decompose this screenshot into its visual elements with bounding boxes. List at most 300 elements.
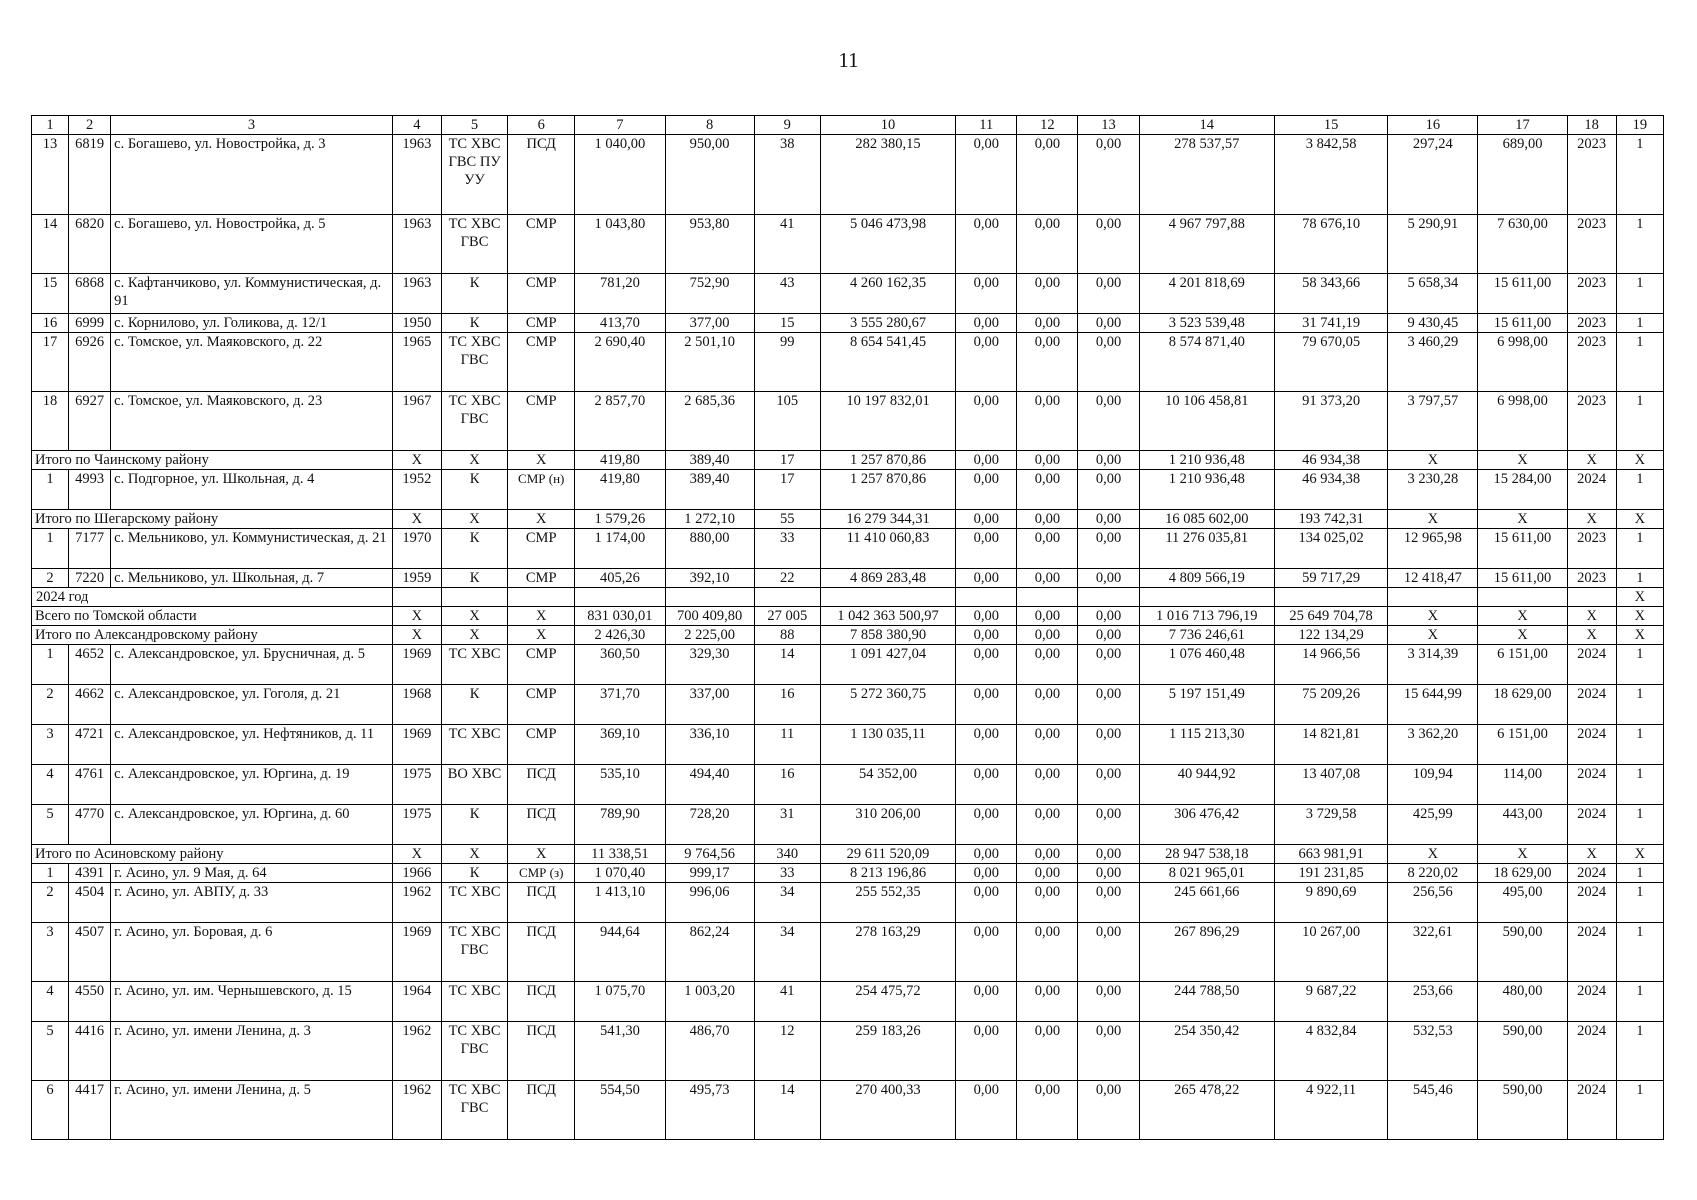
header-col-19: 19 — [1616, 116, 1663, 135]
living-area-cell: 494,40 — [665, 765, 754, 805]
row-number-cell: 1 — [32, 470, 69, 510]
build-year-cell: 1969 — [392, 725, 441, 765]
specific-cost-cell: Х — [1388, 607, 1478, 626]
federal-funds-cell: 0,00 — [956, 1081, 1017, 1140]
federal-funds-cell: 0,00 — [956, 392, 1017, 451]
max-specific-cost-cell: Х — [1478, 607, 1567, 626]
header-col-10: 10 — [820, 116, 955, 135]
owner-funds-cell: 1 210 936,48 — [1139, 470, 1274, 510]
federal-funds-cell: 0,00 — [956, 725, 1017, 765]
regional-funds-cell: 0,00 — [1017, 626, 1078, 645]
work-stage-cell: СМР (н) — [508, 470, 575, 510]
empty-cell — [441, 588, 507, 607]
header-col-4: 4 — [392, 116, 441, 135]
total-cost-cell: 29 611 520,09 — [820, 845, 955, 864]
federal-funds-cell: 0,00 — [956, 923, 1017, 982]
priority-cell: 1 — [1616, 569, 1663, 588]
house-id-cell: 4770 — [69, 805, 111, 845]
address-cell: с. Подгорное, ул. Школьная, д. 4 — [111, 470, 393, 510]
total-cost-cell: 3 555 280,67 — [820, 314, 955, 333]
header-col-5: 5 — [441, 116, 507, 135]
total-area-cell: 1 070,40 — [575, 864, 665, 883]
specific-cost-cell: 545,46 — [1388, 1081, 1478, 1140]
year-cell: Х — [1567, 845, 1616, 864]
specific-cost-cell: Х — [1388, 451, 1478, 470]
other-funds-cell: 78 676,10 — [1274, 215, 1387, 274]
total-area-cell: 2 857,70 — [575, 392, 665, 451]
total-area-cell: 413,70 — [575, 314, 665, 333]
regional-funds-cell: 0,00 — [1017, 607, 1078, 626]
other-funds-cell: 10 267,00 — [1274, 923, 1387, 982]
house-id-cell: 4416 — [69, 1022, 111, 1081]
local-funds-cell: 0,00 — [1078, 135, 1139, 215]
max-specific-cost-cell: 480,00 — [1478, 982, 1567, 1022]
local-funds-cell: 0,00 — [1078, 314, 1139, 333]
year-cell: 2024 — [1567, 685, 1616, 725]
total-area-cell: 419,80 — [575, 470, 665, 510]
priority-cell: 1 — [1616, 314, 1663, 333]
header-col-14: 14 — [1139, 116, 1274, 135]
living-area-cell: 337,00 — [665, 685, 754, 725]
living-area-cell: 953,80 — [665, 215, 754, 274]
residents-cell: 11 — [754, 725, 820, 765]
summary-row — [32, 451, 1664, 470]
table-row — [32, 685, 1664, 725]
max-specific-cost-cell: 495,00 — [1478, 883, 1567, 923]
year-cell: Х — [1567, 607, 1616, 626]
other-funds-cell: 122 134,29 — [1274, 626, 1387, 645]
federal-funds-cell: 0,00 — [956, 569, 1017, 588]
house-id-cell: 4417 — [69, 1081, 111, 1140]
build-year-cell: 1962 — [392, 883, 441, 923]
federal-funds-cell: 0,00 — [956, 765, 1017, 805]
work-type-cell: ТС ХВС — [441, 725, 507, 765]
specific-cost-cell: Х — [1388, 845, 1478, 864]
row-number-cell: 14 — [32, 215, 69, 274]
max-specific-cost-cell: 7 630,00 — [1478, 215, 1567, 274]
build-year-cell: 1967 — [392, 392, 441, 451]
local-funds-cell: 0,00 — [1078, 765, 1139, 805]
federal-funds-cell: 0,00 — [956, 215, 1017, 274]
specific-cost-cell: Х — [1388, 510, 1478, 529]
priority-cell: Х — [1616, 510, 1663, 529]
other-funds-cell: 79 670,05 — [1274, 333, 1387, 392]
living-area-cell: 486,70 — [665, 1022, 754, 1081]
owner-funds-cell: 4 201 818,69 — [1139, 274, 1274, 314]
other-funds-cell: 4 832,84 — [1274, 1022, 1387, 1081]
other-funds-cell: 13 407,08 — [1274, 765, 1387, 805]
total-area-cell: 554,50 — [575, 1081, 665, 1140]
table-row — [32, 529, 1664, 569]
build-year-cell: Х — [392, 510, 441, 529]
summary-label: Итого по Чаинскому району — [32, 451, 393, 470]
summary-label: Всего по Томской области — [32, 607, 393, 626]
max-specific-cost-cell: 15 284,00 — [1478, 470, 1567, 510]
empty-cell — [1078, 588, 1139, 607]
row-number-cell: 16 — [32, 314, 69, 333]
specific-cost-cell: 256,56 — [1388, 883, 1478, 923]
work-type-cell: К — [441, 569, 507, 588]
total-cost-cell: 255 552,35 — [820, 883, 955, 923]
total-area-cell: 944,64 — [575, 923, 665, 982]
house-id-cell: 6820 — [69, 215, 111, 274]
priority-cell: Х — [1616, 607, 1663, 626]
owner-funds-cell: 267 896,29 — [1139, 923, 1274, 982]
priority-cell: 1 — [1616, 529, 1663, 569]
regional-funds-cell: 0,00 — [1017, 333, 1078, 392]
repair-program-table — [31, 115, 1664, 1140]
empty-cell — [754, 588, 820, 607]
row-number-cell: 2 — [32, 883, 69, 923]
total-area-cell: 360,50 — [575, 645, 665, 685]
empty-cell — [508, 588, 575, 607]
owner-funds-cell: 244 788,50 — [1139, 982, 1274, 1022]
build-year-cell: 1964 — [392, 982, 441, 1022]
total-cost-cell: 278 163,29 — [820, 923, 955, 982]
year-cell: 2024 — [1567, 883, 1616, 923]
regional-funds-cell: 0,00 — [1017, 765, 1078, 805]
specific-cost-cell: Х — [1388, 626, 1478, 645]
year-cell: Х — [1567, 626, 1616, 645]
total-area-cell: 1 174,00 — [575, 529, 665, 569]
residents-cell: 55 — [754, 510, 820, 529]
other-funds-cell: 134 025,02 — [1274, 529, 1387, 569]
owner-funds-cell: 1 016 713 796,19 — [1139, 607, 1274, 626]
living-area-cell: 996,06 — [665, 883, 754, 923]
work-type-cell: Х — [441, 845, 507, 864]
federal-funds-cell: 0,00 — [956, 510, 1017, 529]
regional-funds-cell: 0,00 — [1017, 845, 1078, 864]
row-number-cell: 13 — [32, 135, 69, 215]
total-area-cell: 2 690,40 — [575, 333, 665, 392]
other-funds-cell: 31 741,19 — [1274, 314, 1387, 333]
build-year-cell: 1975 — [392, 765, 441, 805]
year-cell: 2023 — [1567, 333, 1616, 392]
regional-funds-cell: 0,00 — [1017, 1081, 1078, 1140]
build-year-cell: Х — [392, 845, 441, 864]
max-specific-cost-cell: 590,00 — [1478, 1081, 1567, 1140]
living-area-cell: 336,10 — [665, 725, 754, 765]
residents-cell: 88 — [754, 626, 820, 645]
work-type-cell: К — [441, 274, 507, 314]
build-year-cell: 1963 — [392, 215, 441, 274]
address-cell: с. Александровское, ул. Гоголя, д. 21 — [111, 685, 393, 725]
owner-funds-cell: 8 021 965,01 — [1139, 864, 1274, 883]
specific-cost-cell: 532,53 — [1388, 1022, 1478, 1081]
build-year-cell: 1969 — [392, 923, 441, 982]
empty-cell — [575, 588, 665, 607]
federal-funds-cell: 0,00 — [956, 274, 1017, 314]
living-area-cell: 377,00 — [665, 314, 754, 333]
residents-cell: 34 — [754, 883, 820, 923]
owner-funds-cell: 11 276 035,81 — [1139, 529, 1274, 569]
regional-funds-cell: 0,00 — [1017, 685, 1078, 725]
row-number-cell: 1 — [32, 864, 69, 883]
summary-label: Итого по Шегарскому району — [32, 510, 393, 529]
local-funds-cell: 0,00 — [1078, 923, 1139, 982]
living-area-cell: 752,90 — [665, 274, 754, 314]
owner-funds-cell: 7 736 246,61 — [1139, 626, 1274, 645]
table-row — [32, 470, 1664, 510]
other-funds-cell: 75 209,26 — [1274, 685, 1387, 725]
summary-label: Итого по Александровскому району — [32, 626, 393, 645]
address-cell: с. Кафтанчиково, ул. Коммунистическая, д. 91 — [111, 274, 393, 314]
table-row — [32, 314, 1664, 333]
year-cell: Х — [1567, 510, 1616, 529]
table-row — [32, 805, 1664, 845]
total-area-cell: 831 030,01 — [575, 607, 665, 626]
work-stage-cell: СМР — [508, 725, 575, 765]
local-funds-cell: 0,00 — [1078, 607, 1139, 626]
living-area-cell: 392,10 — [665, 569, 754, 588]
table-row — [32, 1022, 1664, 1081]
total-cost-cell: 259 183,26 — [820, 1022, 955, 1081]
regional-funds-cell: 0,00 — [1017, 569, 1078, 588]
empty-cell — [956, 588, 1017, 607]
summary-row — [32, 845, 1664, 864]
other-funds-cell: 663 981,91 — [1274, 845, 1387, 864]
max-specific-cost-cell: 689,00 — [1478, 135, 1567, 215]
work-type-cell: ТС ХВС ГВС — [441, 1022, 507, 1081]
work-stage-cell: Х — [508, 845, 575, 864]
header-col-2: 2 — [69, 116, 111, 135]
year-section-row — [32, 588, 1664, 607]
residents-cell: 38 — [754, 135, 820, 215]
total-area-cell: 405,26 — [575, 569, 665, 588]
table-row — [32, 333, 1664, 392]
regional-funds-cell: 0,00 — [1017, 725, 1078, 765]
regional-funds-cell: 0,00 — [1017, 529, 1078, 569]
work-type-cell: К — [441, 529, 507, 569]
total-cost-cell: 5 046 473,98 — [820, 215, 955, 274]
other-funds-cell: 25 649 704,78 — [1274, 607, 1387, 626]
total-area-cell: 789,90 — [575, 805, 665, 845]
owner-funds-cell: 5 197 151,49 — [1139, 685, 1274, 725]
regional-funds-cell: 0,00 — [1017, 470, 1078, 510]
work-type-cell: К — [441, 470, 507, 510]
local-funds-cell: 0,00 — [1078, 392, 1139, 451]
table-row — [32, 215, 1664, 274]
other-funds-cell: 46 934,38 — [1274, 451, 1387, 470]
address-cell: с. Богашево, ул. Новостройка, д. 3 — [111, 135, 393, 215]
regional-funds-cell: 0,00 — [1017, 923, 1078, 982]
address-cell: г. Асино, ул. АВПУ, д. 33 — [111, 883, 393, 923]
regional-funds-cell: 0,00 — [1017, 982, 1078, 1022]
local-funds-cell: 0,00 — [1078, 215, 1139, 274]
living-area-cell: 880,00 — [665, 529, 754, 569]
address-cell: с. Богашево, ул. Новостройка, д. 5 — [111, 215, 393, 274]
total-area-cell: 1 413,10 — [575, 883, 665, 923]
local-funds-cell: 0,00 — [1078, 626, 1139, 645]
total-area-cell: 1 075,70 — [575, 982, 665, 1022]
owner-funds-cell: 278 537,57 — [1139, 135, 1274, 215]
residents-cell: 12 — [754, 1022, 820, 1081]
row-number-cell: 6 — [32, 1081, 69, 1140]
federal-funds-cell: 0,00 — [956, 883, 1017, 923]
specific-cost-cell: 5 290,91 — [1388, 215, 1478, 274]
work-stage-cell: СМР — [508, 685, 575, 725]
living-area-cell: 1 003,20 — [665, 982, 754, 1022]
other-funds-cell: 14 966,56 — [1274, 645, 1387, 685]
work-type-cell: ТС ХВС ГВС — [441, 333, 507, 392]
max-specific-cost-cell: 114,00 — [1478, 765, 1567, 805]
max-specific-cost-cell: 590,00 — [1478, 1022, 1567, 1081]
year-cell: 2023 — [1567, 529, 1616, 569]
empty-cell — [392, 588, 441, 607]
total-cost-cell: 310 206,00 — [820, 805, 955, 845]
other-funds-cell: 58 343,66 — [1274, 274, 1387, 314]
work-stage-cell: ПСД — [508, 135, 575, 215]
address-cell: с. Александровское, ул. Брусничная, д. 5 — [111, 645, 393, 685]
total-area-cell: 2 426,30 — [575, 626, 665, 645]
work-type-cell: ТС ХВС — [441, 883, 507, 923]
regional-funds-cell: 0,00 — [1017, 805, 1078, 845]
owner-funds-cell: 1 076 460,48 — [1139, 645, 1274, 685]
build-year-cell: 1968 — [392, 685, 441, 725]
empty-cell — [1139, 588, 1274, 607]
row-number-cell: 5 — [32, 1022, 69, 1081]
total-cost-cell: 4 869 283,48 — [820, 569, 955, 588]
address-cell: с. Томское, ул. Маяковского, д. 23 — [111, 392, 393, 451]
priority-cell: Х — [1616, 626, 1663, 645]
build-year-cell: 1962 — [392, 1022, 441, 1081]
local-funds-cell: 0,00 — [1078, 451, 1139, 470]
residents-cell: 16 — [754, 685, 820, 725]
owner-funds-cell: 306 476,42 — [1139, 805, 1274, 845]
house-id-cell: 6927 — [69, 392, 111, 451]
work-type-cell: Х — [441, 451, 507, 470]
year-cell: 2023 — [1567, 274, 1616, 314]
other-funds-cell: 91 373,20 — [1274, 392, 1387, 451]
specific-cost-cell: 3 797,57 — [1388, 392, 1478, 451]
living-area-cell: 495,73 — [665, 1081, 754, 1140]
work-type-cell: ТС ХВС ГВС — [441, 1081, 507, 1140]
federal-funds-cell: 0,00 — [956, 470, 1017, 510]
local-funds-cell: 0,00 — [1078, 982, 1139, 1022]
residents-cell: 15 — [754, 314, 820, 333]
owner-funds-cell: 3 523 539,48 — [1139, 314, 1274, 333]
priority-cell: 1 — [1616, 685, 1663, 725]
local-funds-cell: 0,00 — [1078, 333, 1139, 392]
house-id-cell: 6819 — [69, 135, 111, 215]
summary-row — [32, 607, 1664, 626]
local-funds-cell: 0,00 — [1078, 529, 1139, 569]
regional-funds-cell: 0,00 — [1017, 392, 1078, 451]
total-cost-cell: 1 091 427,04 — [820, 645, 955, 685]
build-year-cell: 1950 — [392, 314, 441, 333]
empty-cell — [1388, 588, 1478, 607]
living-area-cell: 2 225,00 — [665, 626, 754, 645]
work-stage-cell: ПСД — [508, 923, 575, 982]
regional-funds-cell: 0,00 — [1017, 451, 1078, 470]
table-row — [32, 725, 1664, 765]
work-type-cell: ВО ХВС — [441, 765, 507, 805]
work-type-cell: ТС ХВС ГВС — [441, 923, 507, 982]
house-id-cell: 6868 — [69, 274, 111, 314]
address-cell: с. Мельниково, ул. Коммунистическая, д. 21 — [111, 529, 393, 569]
page-number: 11 — [838, 48, 859, 72]
specific-cost-cell: 3 362,20 — [1388, 725, 1478, 765]
total-cost-cell: 282 380,15 — [820, 135, 955, 215]
max-specific-cost-cell: 6 998,00 — [1478, 333, 1567, 392]
local-funds-cell: 0,00 — [1078, 1022, 1139, 1081]
max-specific-cost-cell: Х — [1478, 626, 1567, 645]
house-id-cell: 7220 — [69, 569, 111, 588]
summary-row — [32, 510, 1664, 529]
local-funds-cell: 0,00 — [1078, 864, 1139, 883]
residents-cell: 33 — [754, 529, 820, 569]
regional-funds-cell: 0,00 — [1017, 864, 1078, 883]
address-cell: с. Александровское, ул. Юргина, д. 60 — [111, 805, 393, 845]
work-stage-cell: ПСД — [508, 1022, 575, 1081]
total-cost-cell: 54 352,00 — [820, 765, 955, 805]
residents-cell: 43 — [754, 274, 820, 314]
build-year-cell: 1963 — [392, 135, 441, 215]
address-cell: г. Асино, ул. Боровая, д. 6 — [111, 923, 393, 982]
work-type-cell: К — [441, 805, 507, 845]
priority-cell: 1 — [1616, 1081, 1663, 1140]
specific-cost-cell: 12 965,98 — [1388, 529, 1478, 569]
priority-cell: 1 — [1616, 333, 1663, 392]
max-specific-cost-cell: 18 629,00 — [1478, 864, 1567, 883]
regional-funds-cell: 0,00 — [1017, 645, 1078, 685]
year-cell: 2024 — [1567, 1081, 1616, 1140]
priority-cell: Х — [1616, 845, 1663, 864]
house-id-cell: 4721 — [69, 725, 111, 765]
max-specific-cost-cell: 443,00 — [1478, 805, 1567, 845]
max-specific-cost-cell: 18 629,00 — [1478, 685, 1567, 725]
empty-cell — [820, 588, 955, 607]
row-number-cell: 1 — [32, 529, 69, 569]
living-area-cell: 389,40 — [665, 451, 754, 470]
federal-funds-cell: 0,00 — [956, 529, 1017, 569]
row-number-cell: 4 — [32, 765, 69, 805]
house-id-cell: 4652 — [69, 645, 111, 685]
total-area-cell: 1 579,26 — [575, 510, 665, 529]
total-cost-cell: 16 279 344,31 — [820, 510, 955, 529]
row-number-cell: 4 — [32, 982, 69, 1022]
priority-cell: 1 — [1616, 135, 1663, 215]
priority-cell: 1 — [1616, 1022, 1663, 1081]
residents-cell: 105 — [754, 392, 820, 451]
header-col-9: 9 — [754, 116, 820, 135]
local-funds-cell: 0,00 — [1078, 685, 1139, 725]
priority-cell: 1 — [1616, 392, 1663, 451]
owner-funds-cell: 265 478,22 — [1139, 1081, 1274, 1140]
max-specific-cost-cell: Х — [1478, 451, 1567, 470]
work-type-cell: Х — [441, 626, 507, 645]
year-cell: 2024 — [1567, 1022, 1616, 1081]
table-row — [32, 274, 1664, 314]
living-area-cell: 728,20 — [665, 805, 754, 845]
priority-cell: 1 — [1616, 215, 1663, 274]
year-cell: 2023 — [1567, 392, 1616, 451]
address-cell: г. Асино, ул. имени Ленина, д. 5 — [111, 1081, 393, 1140]
header-col-6: 6 — [508, 116, 575, 135]
row-number-cell: 3 — [32, 725, 69, 765]
house-id-cell: 4391 — [69, 864, 111, 883]
living-area-cell: 9 764,56 — [665, 845, 754, 864]
living-area-cell: 329,30 — [665, 645, 754, 685]
other-funds-cell: 3 842,58 — [1274, 135, 1387, 215]
total-area-cell: 1 040,00 — [575, 135, 665, 215]
owner-funds-cell: 10 106 458,81 — [1139, 392, 1274, 451]
total-area-cell: 781,20 — [575, 274, 665, 314]
total-area-cell: 535,10 — [575, 765, 665, 805]
row-number-cell: 1 — [32, 645, 69, 685]
header-col-7: 7 — [575, 116, 665, 135]
house-id-cell: 4504 — [69, 883, 111, 923]
